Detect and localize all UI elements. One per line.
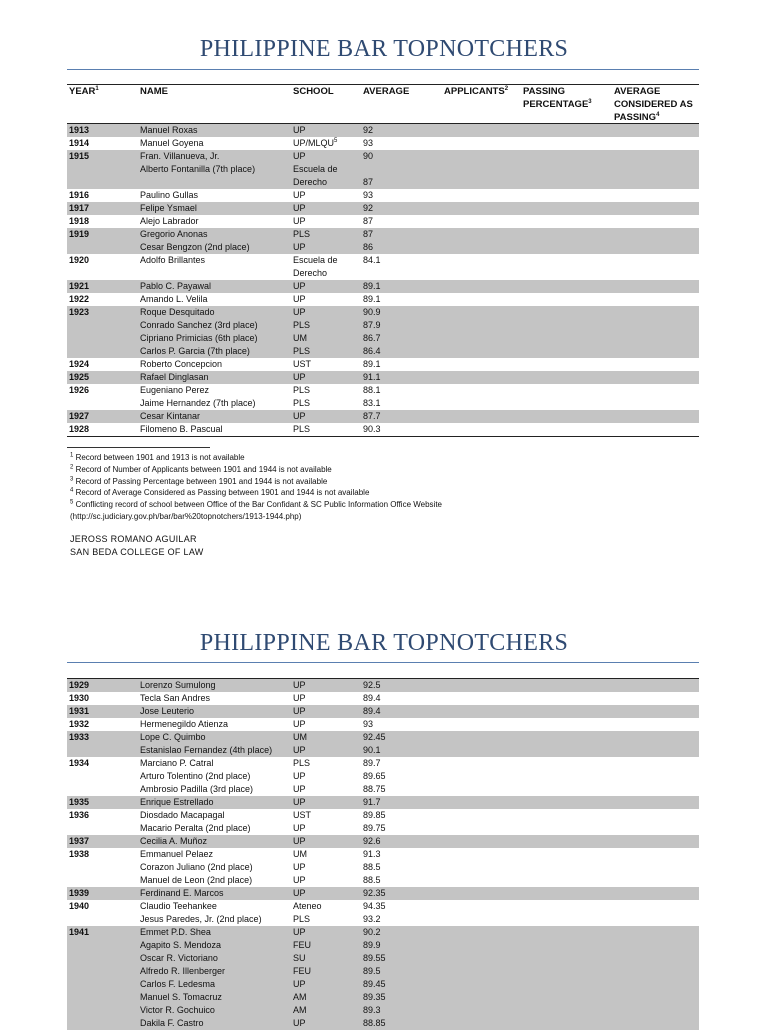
- year-cell: 1916: [69, 190, 90, 200]
- table-row: [67, 293, 699, 306]
- average-cell: 87: [363, 216, 374, 226]
- school-cell: UP: [293, 719, 306, 729]
- author-name: JEROSS ROMANO AGUILAR: [70, 534, 197, 544]
- average-cell: 88.85: [363, 1018, 386, 1028]
- name-cell: Victor R. Gochuico: [140, 1005, 215, 1015]
- average-cell: 89.75: [363, 823, 386, 833]
- table-row: [67, 692, 699, 705]
- table-row: [67, 410, 699, 423]
- table-row: [67, 384, 699, 410]
- name-cell: Marciano P. Catral: [140, 758, 214, 768]
- average-cell: 89.55: [363, 953, 386, 963]
- table-row: [67, 280, 699, 293]
- name-cell: Manuel Goyena: [140, 138, 204, 148]
- school-cell: UP: [293, 125, 306, 135]
- average-cell: 91.3: [363, 849, 381, 859]
- name-cell: Alejo Labrador: [140, 216, 199, 226]
- year-cell: 1941: [69, 927, 90, 937]
- footnote: (http://sc.judiciary.gov.ph/bar/bar%20topnotchers/1913-1944.php): [70, 512, 302, 521]
- name-cell: Hermenegildo Atienza: [140, 719, 229, 729]
- average-cell: 89.4: [363, 693, 381, 703]
- school-cell: UP: [293, 784, 306, 794]
- table-row: [67, 306, 699, 358]
- table-row: [67, 358, 699, 371]
- name-cell: Dakila F. Castro: [140, 1018, 204, 1028]
- school-cell: UP: [293, 771, 306, 781]
- school-cell: UP: [293, 797, 306, 807]
- average-cell: 91.7: [363, 797, 381, 807]
- school-cell: UP: [293, 706, 306, 716]
- column-header-average: AVERAGE: [363, 86, 410, 97]
- name-cell: Alfredo R. Illenberger: [140, 966, 226, 976]
- average-cell: 89.85: [363, 810, 386, 820]
- name-cell: Fran. Villanueva, Jr.: [140, 151, 220, 161]
- average-cell: 88.75: [363, 784, 386, 794]
- table-row: [67, 718, 699, 731]
- name-cell: Agapito S. Mendoza: [140, 940, 222, 950]
- name-cell: Arturo Tolentino (2nd place): [140, 771, 251, 781]
- school-cell: UST: [293, 359, 311, 369]
- title-rule-2: [67, 662, 699, 663]
- school-cell: PLS: [293, 346, 311, 356]
- school-cell: UP: [293, 875, 306, 885]
- average-cell: 92.45: [363, 732, 386, 742]
- name-cell: Carlos F. Ledesma: [140, 979, 216, 989]
- average-cell: 89.7: [363, 758, 381, 768]
- year-cell: 1933: [69, 732, 90, 742]
- school-cell: UP: [293, 862, 306, 872]
- average-cell: 93: [363, 719, 374, 729]
- table-row: [67, 731, 699, 757]
- footnote: $^3$ Record of Passing Percentage between 1901 and 1944 is not available: [70, 475, 328, 486]
- average-cell: 86: [363, 242, 374, 252]
- school-cell: PLS: [293, 385, 311, 395]
- name-cell: Claudio Teehankee: [140, 901, 217, 911]
- name-cell: Jesus Paredes, Jr. (2nd place): [140, 914, 262, 924]
- name-cell: Ambrosio Padilla (3rd place): [140, 784, 254, 794]
- average-cell: 92.35: [363, 888, 386, 898]
- table-row: [67, 228, 699, 254]
- column-header-name: NAME: [140, 86, 168, 97]
- page-title-2: PHILIPPINE BAR TOPNOTCHERS: [199, 630, 569, 656]
- footnote-separator: [67, 447, 210, 448]
- year-cell: 1936: [69, 810, 90, 820]
- school-cell: UP: [293, 979, 306, 989]
- average-cell: 89.1: [363, 281, 381, 291]
- year-cell: 1926: [69, 385, 90, 395]
- school-cell: UP: [293, 294, 306, 304]
- name-cell: Rafael Dinglasan: [140, 372, 209, 382]
- school-cell: UP: [293, 151, 306, 161]
- year-cell: 1939: [69, 888, 90, 898]
- year-cell: 1937: [69, 836, 90, 846]
- table-row: [67, 254, 699, 280]
- name-cell: Ferdinand E. Marcos: [140, 888, 224, 898]
- school-cell: PLS: [293, 914, 311, 924]
- name-cell: Diosdado Macapagal: [140, 810, 225, 820]
- average-cell: 91.1: [363, 372, 381, 382]
- year-cell: 1918: [69, 216, 90, 226]
- table-row: [67, 150, 699, 189]
- table-row: [67, 215, 699, 228]
- average-cell: 90.9: [363, 307, 381, 317]
- name-cell: Macario Peralta (2nd place): [140, 823, 251, 833]
- page-title: PHILIPPINE BAR TOPNOTCHERS: [199, 36, 569, 62]
- average-cell: 87.7: [363, 411, 381, 421]
- name-cell: Manuel Roxas: [140, 125, 198, 135]
- school-cell: UP: [293, 1018, 306, 1028]
- name-cell: Felipe Ysmael: [140, 203, 197, 213]
- average-cell: 87: [363, 229, 374, 239]
- school-cell: UP: [293, 411, 306, 421]
- average-cell: 88.1: [363, 385, 381, 395]
- average-cell: 93.2: [363, 914, 381, 924]
- school-cell: PLS: [293, 758, 311, 768]
- school-cell: UP: [293, 190, 306, 200]
- table-row: [67, 423, 699, 436]
- school-cell: FEU: [293, 940, 311, 950]
- column-header-applicants: APPLICANTS$^2$: [444, 85, 509, 97]
- school-cell: UP: [293, 372, 306, 382]
- name-cell: Emmanuel Pelaez: [140, 849, 214, 859]
- name-cell: Roberto Concepcion: [140, 359, 223, 369]
- average-cell: 89.4: [363, 706, 381, 716]
- table-row: [67, 679, 699, 692]
- name-cell: Tecla San Andres: [140, 693, 211, 703]
- school-cell: UP: [293, 281, 306, 291]
- column-header-passing-percentage: PASSING PERCENTAGE$^3$: [523, 86, 592, 110]
- average-cell: 89.65: [363, 771, 386, 781]
- school-cell: UP/MLQU$^5$: [293, 138, 338, 148]
- table-bottom-rule: [67, 436, 699, 437]
- author-school: SAN BEDA COLLEGE OF LAW: [70, 547, 204, 557]
- average-cell: 93: [363, 190, 374, 200]
- school-cell: UM: [293, 849, 307, 859]
- column-header-average-considered-passing: AVERAGE CONSIDERED AS PASSING$^4$: [614, 86, 693, 123]
- average-cell: 86.7: [363, 333, 381, 343]
- school-cell: PLS: [293, 424, 311, 434]
- year-cell: 1917: [69, 203, 90, 213]
- school-cell: UP: [293, 242, 306, 252]
- year-cell: 1925: [69, 372, 90, 382]
- year-cell: 1932: [69, 719, 90, 729]
- table-row: [67, 926, 699, 1030]
- table-row: [67, 848, 699, 887]
- school-cell: UP: [293, 927, 306, 937]
- school-cell: UM: [293, 732, 307, 742]
- school-cell: UP: [293, 836, 306, 846]
- school-cell: UP: [293, 680, 306, 690]
- average-cell: 92.5: [363, 680, 381, 690]
- school-cell: UP: [293, 745, 306, 755]
- name-cell: Paulino Gullas: [140, 190, 199, 200]
- school-cell: UP: [293, 888, 306, 898]
- column-header-year: YEAR$^1$: [69, 85, 99, 97]
- name-cell: Carlos P. Garcia (7th place): [140, 346, 250, 356]
- average-cell: 88.5: [363, 862, 381, 872]
- name-cell: Alberto Fontanilla (7th place): [140, 164, 256, 174]
- school-cell: AM: [293, 1005, 307, 1015]
- school-cell: UM: [293, 333, 307, 343]
- year-cell: 1923: [69, 307, 90, 317]
- name-cell: Gregorio Anonas: [140, 229, 208, 239]
- average-cell: 90.1: [363, 745, 381, 755]
- school-cell: Derecho: [293, 177, 328, 187]
- average-cell: 89.3: [363, 1005, 381, 1015]
- school-cell: PLS: [293, 229, 311, 239]
- school-cell: SU: [293, 953, 306, 963]
- average-cell: 90.2: [363, 927, 381, 937]
- table-row: [67, 705, 699, 718]
- name-cell: Roque Desquitado: [140, 307, 215, 317]
- year-cell: 1935: [69, 797, 90, 807]
- year-cell: 1913: [69, 125, 90, 135]
- average-cell: 90.3: [363, 424, 381, 434]
- name-cell: Pablo C. Payawal: [140, 281, 212, 291]
- average-cell: 92: [363, 125, 374, 135]
- year-cell: 1940: [69, 901, 90, 911]
- average-cell: 88.5: [363, 875, 381, 885]
- table-row: [67, 189, 699, 202]
- average-cell: 83.1: [363, 398, 381, 408]
- school-cell: FEU: [293, 966, 311, 976]
- school-cell: Escuela de: [293, 255, 338, 265]
- year-cell: 1915: [69, 151, 90, 161]
- table-row: [67, 887, 699, 900]
- average-cell: 89.1: [363, 294, 381, 304]
- footnote: $^2$ Record of Number of Applicants between 1901 and 1944 is not available: [70, 464, 332, 474]
- year-cell: 1922: [69, 294, 90, 304]
- name-cell: Manuel de Leon (2nd place): [140, 875, 253, 885]
- school-cell: UP: [293, 203, 306, 213]
- school-cell: UP: [293, 307, 306, 317]
- average-cell: 93: [363, 138, 374, 148]
- table-row: [67, 137, 699, 150]
- name-cell: Filomeno B. Pascual: [140, 424, 223, 434]
- school-cell: UP: [293, 693, 306, 703]
- school-cell: Ateneo: [293, 901, 322, 911]
- year-cell: 1919: [69, 229, 90, 239]
- table-row: [67, 796, 699, 809]
- average-cell: 90: [363, 151, 374, 161]
- name-cell: Adolfo Brillantes: [140, 255, 206, 265]
- average-cell: 94.35: [363, 901, 386, 911]
- average-cell: 89.1: [363, 359, 381, 369]
- school-cell: AM: [293, 992, 307, 1002]
- footnote: $^1$ Record between 1901 and 1913 is not available: [70, 452, 245, 462]
- name-cell: Cipriano Primicias (6th place): [140, 333, 258, 343]
- year-cell: 1929: [69, 680, 90, 690]
- average-cell: 92: [363, 203, 374, 213]
- name-cell: Emmet P.D. Shea: [140, 927, 211, 937]
- year-cell: 1930: [69, 693, 90, 703]
- school-cell: Escuela de: [293, 164, 338, 174]
- average-cell: 89.5: [363, 966, 381, 976]
- average-cell: 86.4: [363, 346, 381, 356]
- average-cell: 89.45: [363, 979, 386, 989]
- name-cell: Lope C. Quimbo: [140, 732, 206, 742]
- average-cell: 89.9: [363, 940, 381, 950]
- school-cell: PLS: [293, 398, 311, 408]
- name-cell: Lorenzo Sumulong: [140, 680, 216, 690]
- name-cell: Oscar R. Victoriano: [140, 953, 218, 963]
- table-row: [67, 809, 699, 835]
- year-cell: 1921: [69, 281, 90, 291]
- column-header-school: SCHOOL: [293, 86, 334, 97]
- year-cell: 1928: [69, 424, 90, 434]
- year-cell: 1934: [69, 758, 90, 768]
- table-row: [67, 757, 699, 796]
- name-cell: Manuel S. Tomacruz: [140, 992, 222, 1002]
- year-cell: 1924: [69, 359, 90, 369]
- name-cell: Eugeniano Perez: [140, 385, 210, 395]
- title-rule: [67, 69, 699, 70]
- table-row: [67, 371, 699, 384]
- school-cell: Derecho: [293, 268, 328, 278]
- name-cell: Jaime Hernandez (7th place): [140, 398, 256, 408]
- average-cell: 89.35: [363, 992, 386, 1002]
- name-cell: Jose Leuterio: [140, 706, 195, 716]
- footnote: $^4$ Record of Average Considered as Passing between 1901 and 1944 is not available: [70, 487, 370, 498]
- table-row: [67, 835, 699, 848]
- name-cell: Cecilia A. Muñoz: [140, 836, 208, 846]
- average-cell: 84.1: [363, 255, 381, 265]
- average-cell: 87.9: [363, 320, 381, 330]
- year-cell: 1914: [69, 138, 90, 148]
- name-cell: Amando L. Velila: [140, 294, 208, 304]
- year-cell: 1920: [69, 255, 90, 265]
- name-cell: Estanislao Fernandez (4th place): [140, 745, 273, 755]
- school-cell: PLS: [293, 320, 311, 330]
- name-cell: Enrique Estrellado: [140, 797, 214, 807]
- school-cell: UP: [293, 216, 306, 226]
- year-cell: 1938: [69, 849, 90, 859]
- table-row: [67, 124, 699, 137]
- year-cell: 1927: [69, 411, 90, 421]
- school-cell: UST: [293, 810, 311, 820]
- table-row: [67, 900, 699, 926]
- year-cell: 1931: [69, 706, 90, 716]
- name-cell: Corazon Juliano (2nd place): [140, 862, 253, 872]
- name-cell: Conrado Sanchez (3rd place): [140, 320, 258, 330]
- school-cell: UP: [293, 823, 306, 833]
- average-cell: 92.6: [363, 836, 381, 846]
- name-cell: Cesar Bengzon (2nd place): [140, 242, 250, 252]
- table-row: [67, 202, 699, 215]
- name-cell: Cesar Kintanar: [140, 411, 201, 421]
- footnote: $^5$ Conflicting record of school between Office of the Bar Confidant & SC Public Information Office Website: [70, 499, 442, 510]
- average-cell: 87: [363, 177, 374, 187]
